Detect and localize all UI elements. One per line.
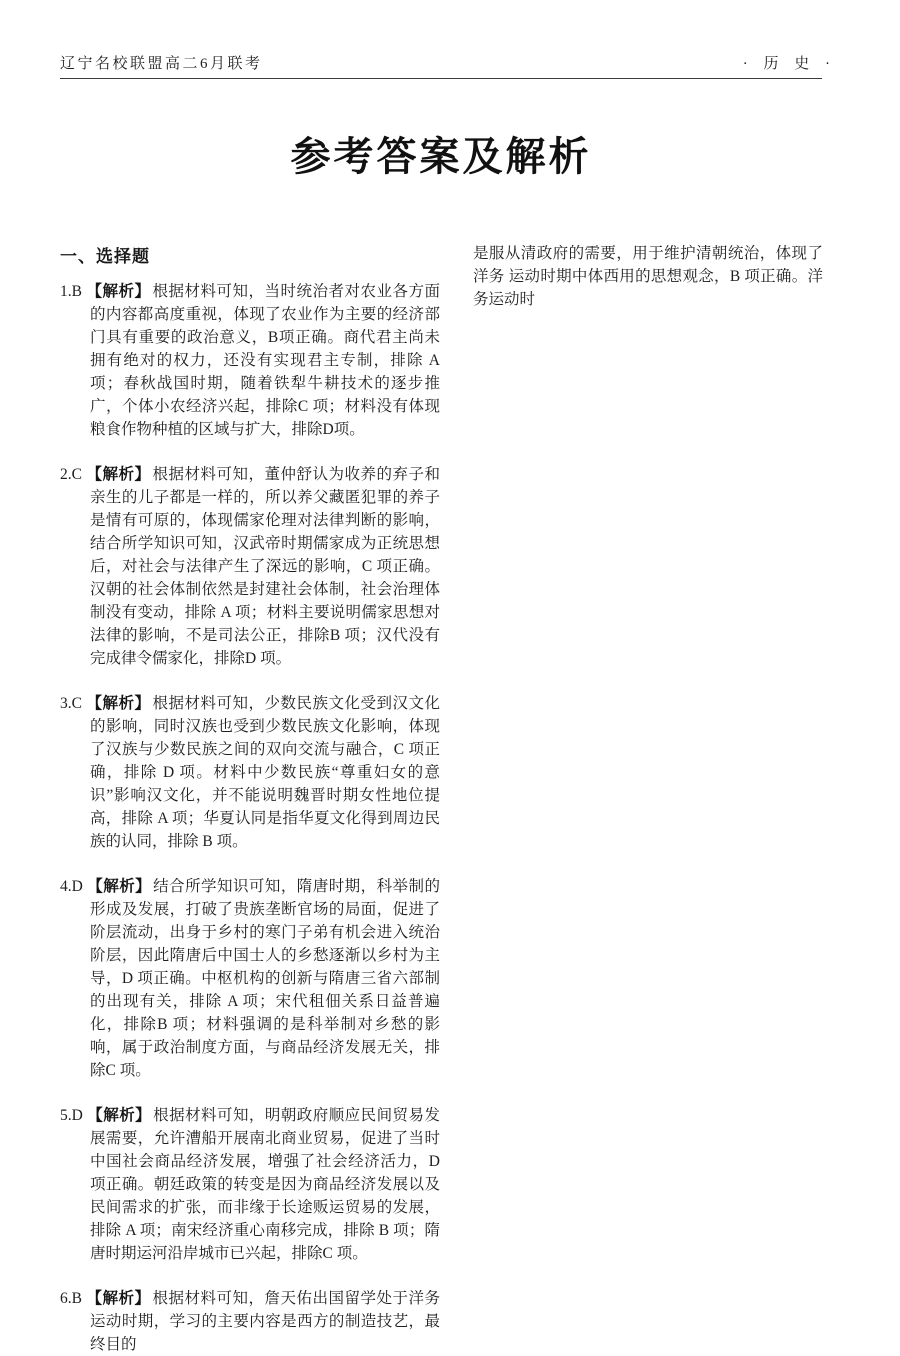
analysis-tag: 【解析】: [86, 878, 152, 895]
analysis-tag: 【解析】: [85, 1290, 151, 1307]
answer-item-2: [60, 463, 440, 670]
answer-text: 根据材料可知，詹天佑出国留学处于洋务运动时期，学习的主要内容是西方的制造技艺，最终目的: [90, 1290, 440, 1353]
analysis-tag: 【解析】: [85, 283, 151, 300]
answer-item-4: [60, 875, 440, 1082]
answer-number: 1.B: [60, 283, 82, 300]
answer-item-6: [60, 1287, 440, 1356]
answer-item-1: [60, 280, 440, 441]
answer-number: 3.C: [60, 695, 82, 712]
analysis-tag: 【解析】: [86, 1107, 152, 1124]
answer-text: 根据材料可知，少数民族文化受到汉文化的影响，同时汉族也受到少数民族文化影响，体现了汉族与少数民族之间的双向交流与融合，C 项正确，排除 D 项。材料中少数民族“尊重妇女的意识”影响汉文化，并不能说明魏晋时期女性地位提高，排除 A 项；华夏认同是指华夏文化得到周边民族的认同，排除 B 项。: [90, 695, 440, 850]
answer-number: 4.D: [60, 878, 83, 895]
analysis-tag: 【解析】: [85, 466, 151, 483]
left-column: [60, 242, 440, 1356]
right-column: [473, 242, 823, 1356]
answer-text: 根据材料可知，董仲舒认为收养的弃子和亲生的儿子都是一样的，所以养父藏匿犯罪的养子是情有可原的，体现儒家伦理对法律判断的影响，结合所学知识可知，汉武帝时期儒家成为正统思想后，对社会与法律产生了深远的影响，C 项正确。汉朝的社会体制依然是封建社会体制，社会治理体制没有变动，排除 A 项；材料主要说明儒家思想对法律的影响，不是司法公正，排除B 项；汉代没有完成律令儒家化，排除D 项。: [90, 466, 440, 667]
answer-item-3: [60, 692, 440, 853]
answer-text: 结合所学知识可知，隋唐时期，科举制的形成及发展，打破了贵族垄断官场的局面，促进了阶层流动，出身于乡村的寒门子弟有机会进入统治阶层，因此隋唐后中国士人的乡愁逐渐以乡村为主导，D 项正确。中枢机构的创新与隋唐三省六部制的出现有关，排除 A 项；宋代租佃关系日益普遍化，排除B 项；材料强调的是科举制对乡愁的影响，属于政治制度方面，与商品经济发展无关，排除C 项。: [90, 878, 440, 1079]
answer-item-5: [60, 1104, 440, 1265]
answer-number: 2.C: [60, 466, 82, 483]
subject-label: · 历 史 ·: [742, 56, 836, 72]
answer-number: 6.B: [60, 1290, 82, 1307]
section-heading: 一、选择题: [60, 247, 150, 266]
page-header: [60, 52, 836, 79]
analysis-tag: 【解析】: [85, 695, 151, 712]
page-title: 参考答案及解析: [290, 135, 592, 179]
answer-number: 5.D: [60, 1107, 83, 1124]
two-column-layout: [60, 242, 840, 1356]
exam-name: 辽宁名校联盟高二6月联考: [60, 56, 263, 72]
answer-6-continuation: 是服从清政府的需要，用于维护清朝统治，体现了洋务 运动时期中体西用的思想观念，B 项正确。洋务运动时: [473, 245, 823, 308]
answer-text: 根据材料可知，明朝政府顺应民间贸易发展需要，允许漕船开展南北商业贸易，促进了当时中国社会商品经济发展，增强了社会经济活力，D 项正确。朝廷政策的转变是因为商品经济发展以及民间需求的扩张，而非缘于长途贩运贸易的发展，排除 A 项；南宋经济重心南移完成，排除 B 项；隋唐时期运河沿岸城市已兴起，排除C 项。: [90, 1107, 440, 1262]
answer-text: 根据材料可知，当时统治者对农业各方面的内容都高度重视，体现了农业作为主要的经济部门具有重要的政治意义，B项正确。商代君主尚未拥有绝对的权力，还没有实现君主专制，排除 A 项；春秋战国时期，随着铁犁牛耕技术的逐步推广，个体小农经济兴起，排除C 项；材料没有体现粮食作物种植的区域与扩大，排除D项。: [90, 283, 440, 438]
